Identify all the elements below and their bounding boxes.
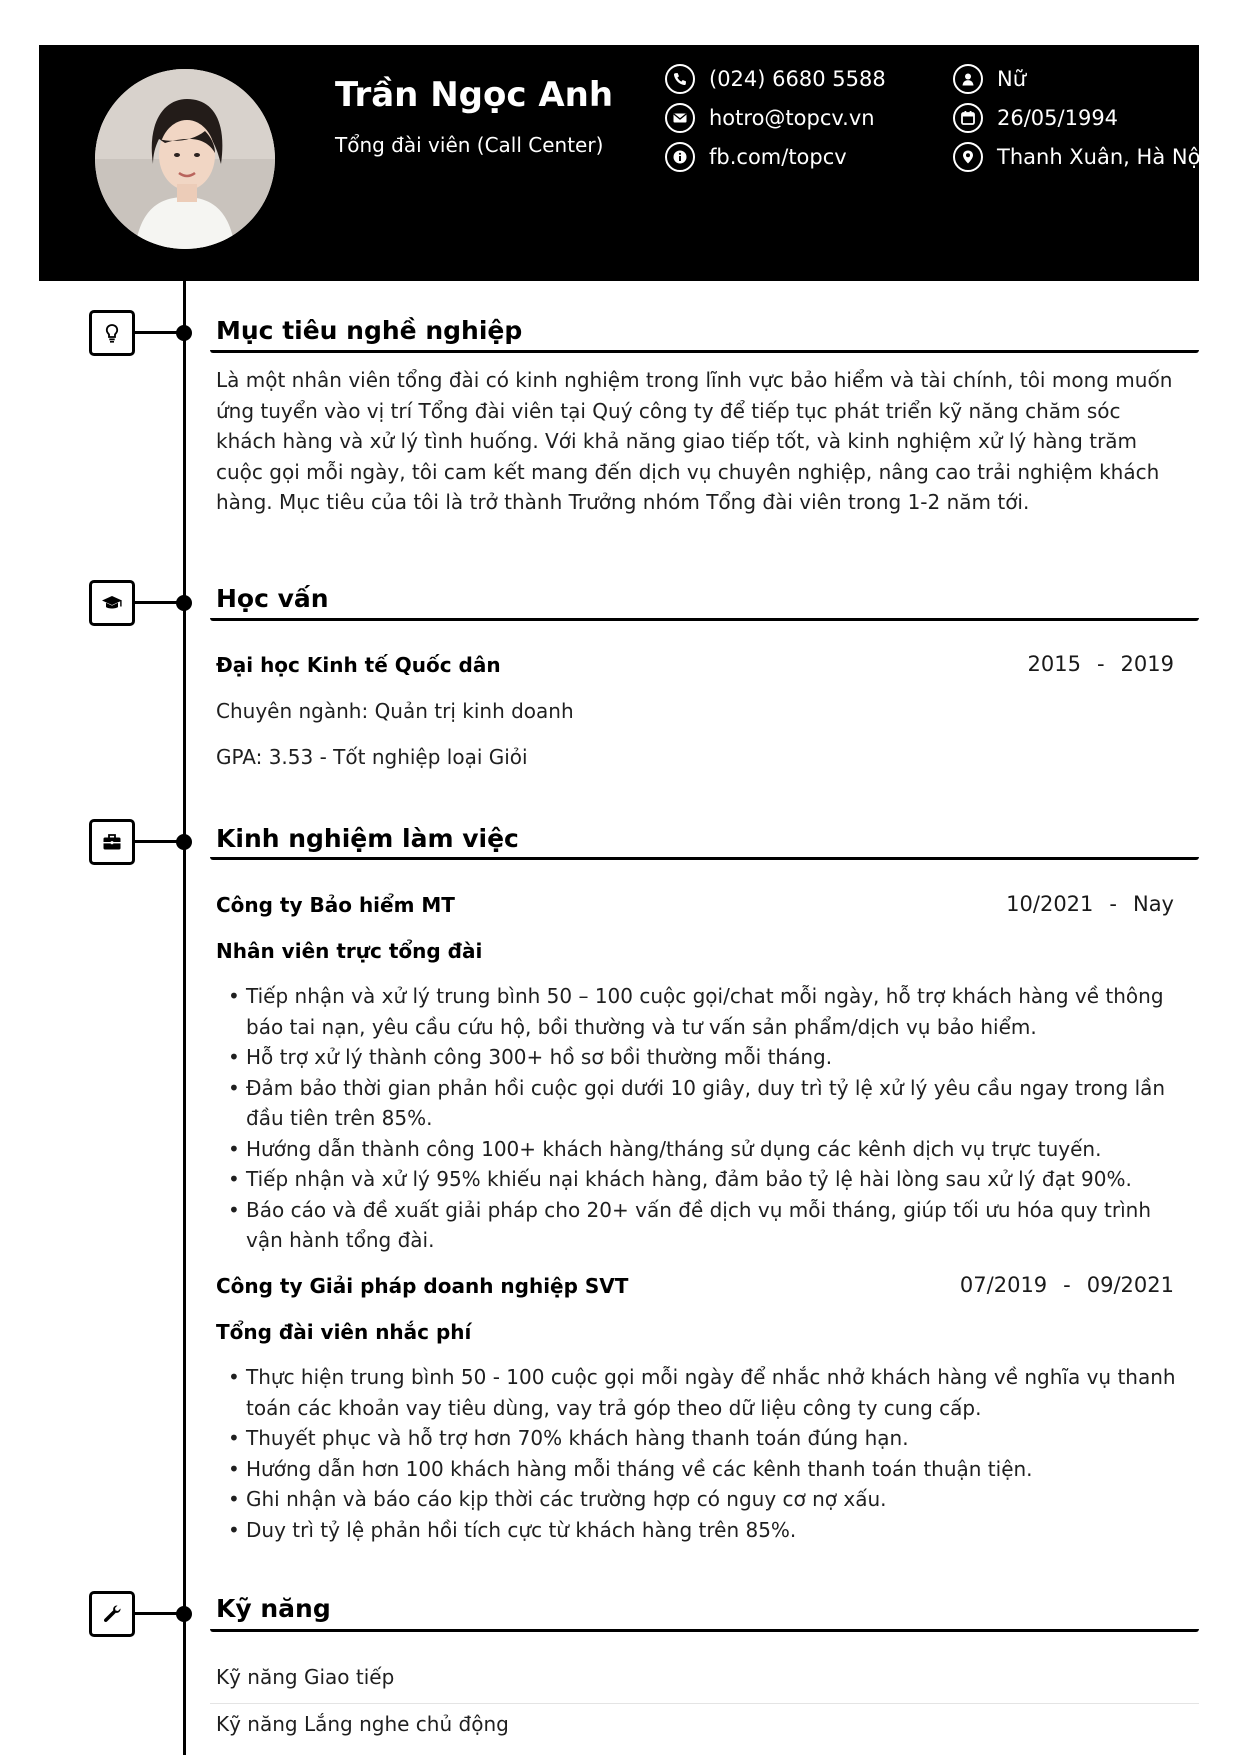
- lightbulb-icon: [89, 310, 135, 356]
- list-item: • Tiếp nhận và xử lý 95% khiếu nại khách hàng, đảm bảo tỷ lệ hài lòng sau xử lý đạt 90%.: [228, 1164, 1188, 1195]
- list-item: • Hướng dẫn hơn 100 khách hàng mỗi tháng về các kênh thanh toán thuận tiện.: [228, 1454, 1188, 1485]
- experience-rule: [210, 857, 1199, 860]
- location-pin-icon: [953, 142, 983, 172]
- list-item: • Thực hiện trung bình 50 - 100 cuộc gọi mỗi ngày để nhắc nhở khách hàng về nghĩa vụ thanh toán các khoản vay tiêu dùng, vay trả góp theo dữ liệu công ty cung cấp.: [228, 1362, 1188, 1423]
- user-icon: [953, 64, 983, 94]
- experience-title: Kinh nghiệm làm việc: [216, 824, 519, 853]
- date-separator: -: [1096, 652, 1105, 676]
- contact-email: [665, 101, 875, 135]
- skill-item: Kỹ năng Lắng nghe chủ động: [216, 1712, 509, 1736]
- address-text: Thanh Xuân, Hà Nội: [997, 145, 1207, 169]
- avatar-photo: [95, 69, 275, 249]
- email-icon: [665, 103, 695, 133]
- list-item: • Báo cáo và đề xuất giải pháp cho 20+ vấn đề dịch vụ mỗi tháng, giúp tối ưu hóa quy trình vận hành tổng đài.: [228, 1195, 1188, 1256]
- job-dates: [960, 1273, 1174, 1297]
- skills-timeline-dot: [176, 1606, 192, 1622]
- list-item: • Tiếp nhận và xử lý trung bình 50 – 100 cuộc gọi/chat mỗi ngày, hỗ trợ khách hàng về thông báo tai nạn, yêu cầu cứu hộ, bồi thường và tư vấn sản phẩm/dịch vụ bảo hiểm.: [228, 981, 1188, 1042]
- education-major: Chuyên ngành: Quản trị kinh doanh: [216, 699, 574, 723]
- job-bullets: [228, 981, 1188, 1256]
- job-bullets: [228, 1362, 1188, 1545]
- info-icon: [665, 142, 695, 172]
- education-rule: [210, 618, 1199, 621]
- skill-divider: [210, 1703, 1199, 1704]
- date-separator: -: [1109, 892, 1117, 916]
- calendar-icon: [953, 103, 983, 133]
- skill-item: Kỹ năng Giao tiếp: [216, 1665, 395, 1689]
- contact-website: [665, 140, 847, 174]
- experience-timeline-dot: [176, 834, 192, 850]
- objective-text: Là một nhân viên tổng đài có kinh nghiệm trong lĩnh vực bảo hiểm và tài chính, tôi mong muốn ứng tuyển vào vị trí Tổng đài viên tại Quý công ty để tiếp tục phát triển kỹ năng chăm sóc khách hàng và xử lý tình huống. Với khả năng giao tiếp tốt, và kinh nghiệm xử lý hàng trăm cuộc gọi mỗi ngày, tôi cam kết mang đến dịch vụ chuyên nghiệp, nâng cao trải nghiệm khách hàng. Mục tiêu của tôi là trở thành Trưởng nhóm Tổng đài viên trong 1-2 năm tới.: [216, 368, 1173, 514]
- list-item: • Thuyết phục và hỗ trợ hơn 70% khách hàng thanh toán đúng hạn.: [228, 1423, 1188, 1454]
- list-item: • Hướng dẫn thành công 100+ khách hàng/tháng sử dụng các kênh dịch vụ trực tuyến.: [228, 1134, 1188, 1165]
- education-start: 2015: [1027, 652, 1081, 676]
- graduation-cap-icon: [89, 580, 135, 626]
- list-item: • Hỗ trợ xử lý thành công 300+ hồ sơ bồi thường mỗi tháng.: [228, 1042, 1188, 1073]
- job-company: Công ty Giải pháp doanh nghiệp SVT: [216, 1274, 629, 1298]
- candidate-name: Trần Ngọc Anh: [335, 75, 614, 115]
- wrench-icon: [89, 1591, 135, 1637]
- info-birthday: [953, 101, 1118, 135]
- education-title: Học vấn: [216, 584, 329, 613]
- job-dates: [1006, 892, 1174, 916]
- job-start: 10/2021: [1006, 892, 1094, 916]
- skills-title: Kỹ năng: [216, 1594, 331, 1623]
- gender-text: Nữ: [997, 67, 1027, 91]
- timeline-line: [183, 281, 186, 1755]
- email-text: hotro@topcv.vn: [709, 106, 875, 130]
- education-school: Đại học Kinh tế Quốc dân: [216, 653, 501, 677]
- contact-phone: [665, 62, 886, 96]
- education-gpa: GPA: 3.53 - Tốt nghiệp loại Giỏi: [216, 745, 528, 769]
- phone-icon: [665, 64, 695, 94]
- objective-title: Mục tiêu nghề nghiệp: [216, 316, 523, 345]
- date-separator: -: [1063, 1273, 1071, 1297]
- job-company: Công ty Bảo hiểm MT: [216, 893, 455, 917]
- list-item: • Ghi nhận và báo cáo kịp thời các trường hợp có nguy cơ nợ xấu.: [228, 1484, 1188, 1515]
- job-start: 07/2019: [959, 1273, 1048, 1297]
- website-text: fb.com/topcv: [709, 145, 847, 169]
- job-end: 09/2021: [1086, 1273, 1174, 1297]
- objective-timeline-dot: [176, 325, 192, 341]
- list-item: • Đảm bảo thời gian phản hồi cuộc gọi dưới 10 giây, duy trì tỷ lệ xử lý yêu cầu ngay trong lần đầu tiên trên 85%.: [228, 1073, 1188, 1134]
- birthday-text: 26/05/1994: [997, 106, 1119, 130]
- skills-rule: [210, 1629, 1199, 1632]
- briefcase-icon: [89, 819, 135, 865]
- education-timeline-dot: [176, 595, 192, 611]
- list-item: • Duy trì tỷ lệ phản hồi tích cực từ khách hàng trên 85%.: [228, 1515, 1188, 1546]
- phone-text: (024) 6680 5588: [709, 67, 886, 91]
- job-position: Nhân viên trực tổng đài: [216, 939, 483, 963]
- profile-header: [39, 45, 1207, 281]
- job-end: Nay: [1132, 892, 1174, 916]
- education-dates: [1028, 652, 1174, 676]
- objective-rule: [210, 350, 1199, 353]
- job-position: Tổng đài viên nhắc phí: [216, 1320, 472, 1344]
- info-address: [953, 140, 1206, 174]
- candidate-role: Tổng đài viên (Call Center): [335, 133, 604, 157]
- info-gender: [953, 62, 1026, 96]
- education-end: 2019: [1120, 652, 1174, 676]
- avatar: [95, 69, 275, 249]
